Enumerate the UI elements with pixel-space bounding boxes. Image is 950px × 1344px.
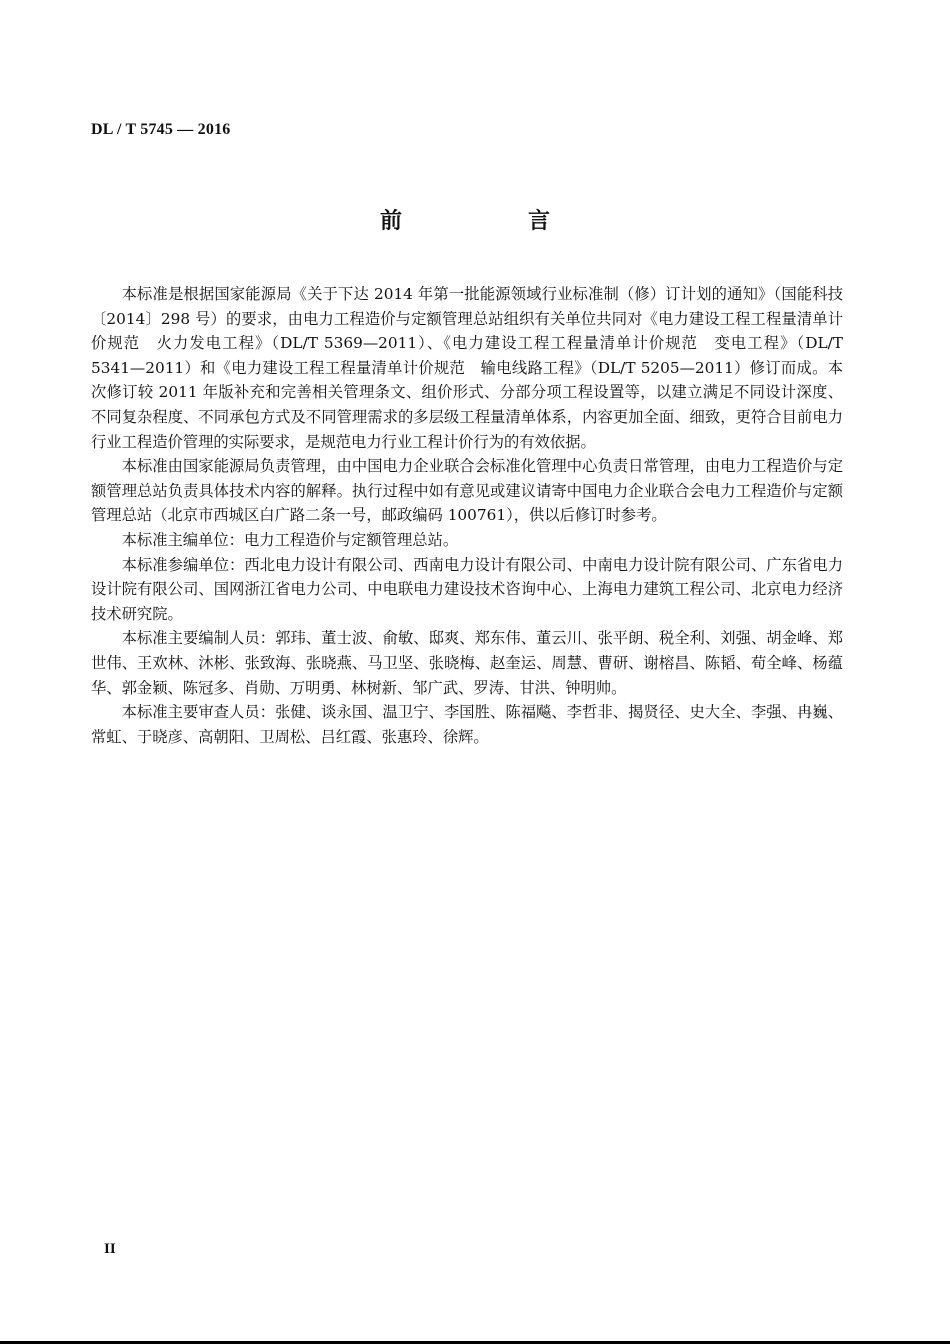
paragraph-drafters: 本标准主要编制人员：郭玮、董士波、俞敏、邸爽、郑东伟、董云川、张平朗、税全利、刘强、胡金峰、郑世伟、王欢林、沐彬、张致海、张晓燕、马卫坚、张晓梅、赵奎运、周慧、曹研、谢榕昌、陈韬、荀全峰、杨蕴华、郭金颖、陈冠多、肖勋、万明勇、林树新、邹广武、罗涛、甘洪、钟明帅。 [91,629,843,697]
page-number: II [104,1241,116,1257]
page-title: 前 言 [379,209,602,234]
standard-code-header: DL / T 5745 — 2016 [91,121,231,138]
paragraph-reviewers: 本标准主要审查人员：张健、谈永国、温卫宁、李国胜、陈福飚、李哲非、揭贤径、史大全、李强、冉巍、常虹、于晓彦、高朝阳、卫周松、吕红霞、张惠玲、徐辉。 [91,703,843,746]
paragraph-background: 本标准是根据国家能源局《关于下达 2014 年第一批能源领域行业标准制（修）订计划的通知》（国能科技〔2014〕298 号）的要求，由电力工程造价与定额管理总站组织有关单位共同对《电力建设工程工程量清单计价规范 火力发电工程》（DL/T 5369—2011）、《电力建设工程工程量清单计价规范 变电工程》（DL/T 5341—2011）和《电力建设工程工程量清单计价规范 输电线路工程》（DL/T 5205—2011）修订而成。本次修订较 2011 年版补充和完善相关管理条文、组价形式、分部分项工程设置等，以建立满足不同设计深度、不同复杂程度、不同承包方式及不同管理需求的多层级工程量清单体系，内容更加全面、细致，更符合目前电力行业工程造价管理的实际要求，是规范电力行业工程计价行为的有效依据。 [91,285,843,451]
paragraph-participating-units: 本标准参编单位：西北电力设计有限公司、西南电力设计有限公司、中南电力设计院有限公司、广东省电力设计院有限公司、国网浙江省电力公司、中电联电力建设技术咨询中心、上海电力建筑工程公司、北京电力经济技术研究院。 [91,555,843,623]
foreword-body [91,282,843,749]
paragraph-management: 本标准由国家能源局负责管理，由中国电力企业联合会标准化管理中心负责日常管理，由电力工程造价与定额管理总站负责具体技术内容的解释。执行过程中如有意见或建议请寄中国电力企业联合会电力工程造价与定额管理总站（北京市西城区白广路二条一号，邮政编码 100761），供以后修订时参考。 [91,457,843,525]
paragraph-chief-editor: 本标准主编单位：电力工程造价与定额管理总站。 [121,530,459,549]
